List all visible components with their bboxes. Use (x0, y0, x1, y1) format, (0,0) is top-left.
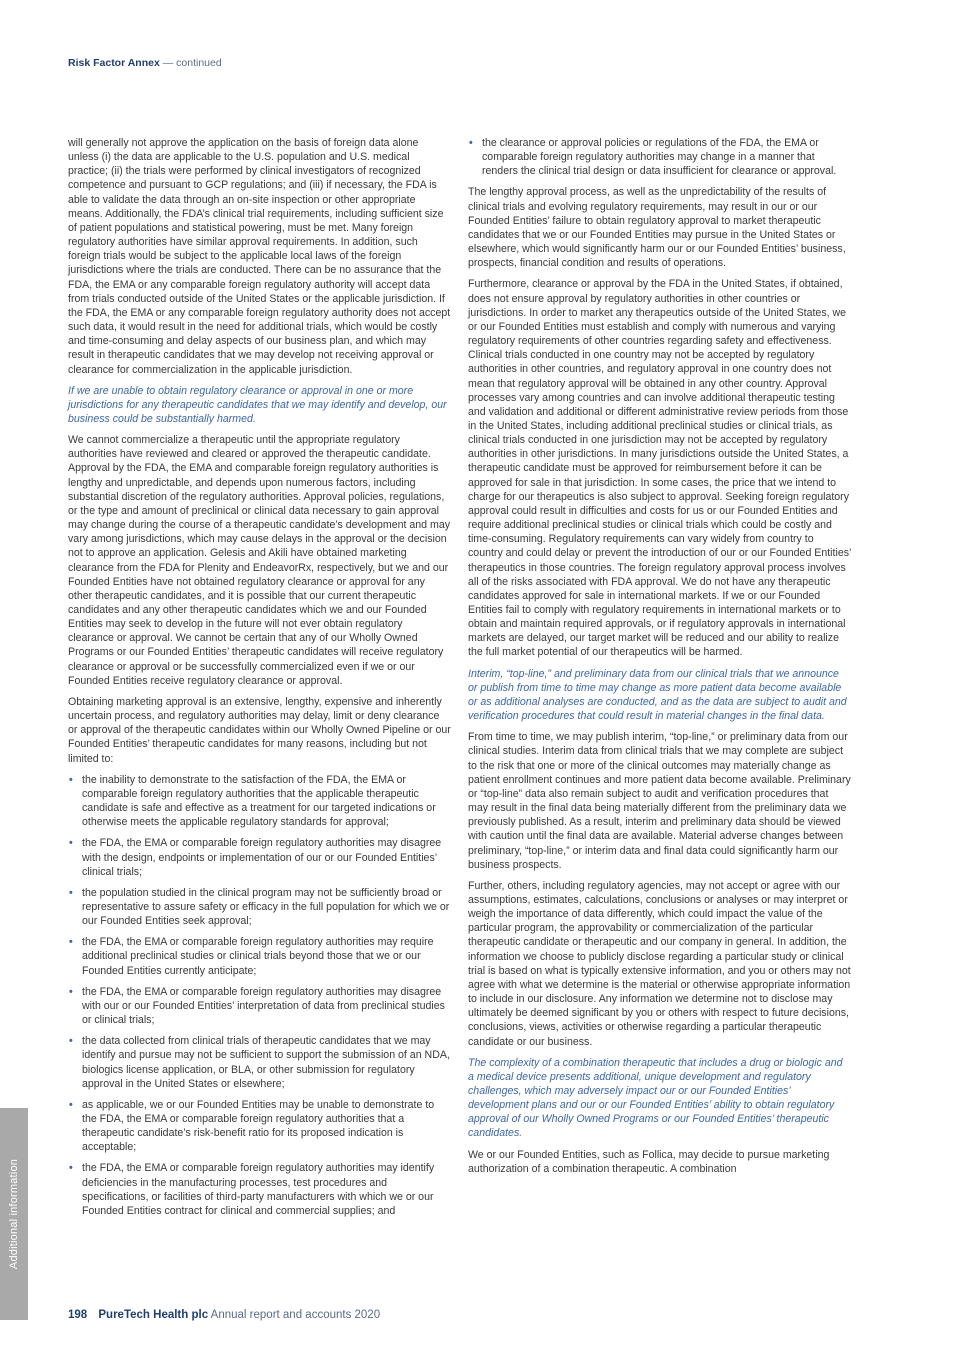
list-item: • the inability to demonstrate to the satisfaction of the FDA, the EMA or comparable foreign regulatory authorities that the applicable therapeutic candidate is safe and effective as a treatment for our targeted indications or otherwise meets the applicable regulatory standards for approval; (68, 773, 451, 830)
company-name: PureTech Health plc (98, 1309, 209, 1321)
side-section-tab (0, 1108, 28, 1320)
list-item: • the FDA, the EMA or comparable foreign regulatory authorities may require additional preclinical studies or clinical trials beyond those that we or our Founded Entities currently anticipate; (68, 935, 451, 977)
paragraph: From time to time, we may publish interim, “top-line,” or preliminary data from our clinical studies. Interim data from clinical trials that we may complete are subject to the risk that one or more of the clinical outcomes may materially change as patient enrollment continues and more patient data become available. Preliminary or “top-line” data also remain subject to audit and verification procedures that may result in the final data being materially different from the preliminary data we previously published. As a result, interim and preliminary data should be viewed with caution until the final data are available. Material adverse changes between preliminary, “top-line,” or interim data and final data could significantly harm our business prospects. (468, 731, 851, 871)
running-header (68, 57, 222, 69)
paragraph: Furthermore, clearance or approval by the FDA in the United States, if obtained, does not ensure approval by regulatory authorities in other countries or jurisdictions. In order to market any therapeutics outside of the United States, we or our Founded Entities must establish and comply with numerous and varying regulatory requirements of other countries regarding safety and effectiveness. Clinical trials conducted in one country may not be accepted by regulatory authorities in other countries, and regulatory approval in one country does not mean that regulatory approval will be obtained in any other country. Approval processes vary among countries and can involve additional therapeutic testing and validation and additional or different administrative review periods from those in the United States, including additional preclinical studies or clinical trials, as clinical trials conducted in one jurisdiction may not be accepted by regulatory authorities in other jurisdictions. In many jurisdictions outside the United States, a therapeutic candidate must be approved for reimbursement before it can be approved for sale in that jurisdiction. In some cases, the price that we intend to charge for our therapeutics is also subject to approval. Seeking foreign regulatory approval could result in difficulties and costs for us or our Founded Entities and require additional preclinical studies or clinical trials which could be costly and time-consuming. Regulatory requirements can vary widely from country to country and could delay or prevent the introduction of our or our Founded Entities’ therapeutics in those countries. The foreign regulatory approval process involves all of the risks associated with FDA approval. We do not have any therapeutic candidates approved for sale in international markets. If we or our Founded Entities fail to comply with regulatory requirements in international markets or to obtain and maintain required approvals, or if regulatory approvals in international markets are delayed, our target market will be reduced and our ability to realize the full market potential of our therapeutics will be harmed. (468, 278, 851, 659)
side-tab-label: Additional information (8, 1158, 20, 1270)
list-item: • as applicable, we or our Founded Entities may be unable to demonstrate to the FDA, the EMA or comparable foreign regulatory authorities that a therapeutic candidate’s risk-benefit ratio for its proposed indication is acceptable; (68, 1098, 451, 1155)
list-item: • the data collected from clinical trials of therapeutic candidates that we may identify and pursue may not be sufficient to support the submission of an NDA, biologics license application, or BLA, or other submission for regulatory approval in the United States or elsewhere; (68, 1034, 451, 1091)
report-title: Annual report and accounts 2020 (210, 1309, 381, 1321)
list-item: • the population studied in the clinical program may not be sufficiently broad or representative to assure safety or efficacy in the full population for which we or our Founded Entities seek approval; (68, 886, 451, 928)
list-item: • the FDA, the EMA or comparable foreign regulatory authorities may disagree with our or our Founded Entities’ interpretation of data from preclinical studies or clinical trials; (68, 985, 451, 1027)
left-column (68, 136, 451, 1225)
paragraph: will generally not approve the application on the basis of foreign data alone unless (i) the data are applicable to the U.S. population and U.S. medical practice; (ii) the trials were performed by clinical investigators of recognized competence and pursuant to GCP regulations; and (iii) if necessary, the FDA is able to validate the data through an on-site inspection or other appropriate means. Additionally, the FDA’s clinical trial requirements, including sufficient size of patient populations and statistical powering, must be met. Many foreign regulatory authorities have similar approval requirements. In addition, such foreign trials would be subject to the applicable local laws of the foreign jurisdictions where the trials are conducted. There can be no assurance that the FDA, the EMA or any comparable foreign regulatory authority will accept data from trials conducted outside of the United States or the applicable jurisdiction. If the FDA, the EMA or any comparable foreign regulatory authority does not accept such data, it would result in the need for additional trials, which would be costly and time-consuming and delay aspects of our business plan, and which may result in therapeutic candidates that we may develop not receiving approval or clearance for commercialization in the applicable jurisdiction. (68, 137, 451, 376)
risk-subheading: Interim, “top-line,” and preliminary data from our clinical trials that we announce or publish from time to time may change as more patient data become available or as additional analyses are conducted, and as the data are subject to audit and verification procedures that could result in material changes in the final data. (468, 667, 847, 723)
risk-subheading: If we are unable to obtain regulatory clearance or approval in one or more jurisdictions for any therapeutic candidates that we may identify and develop, our business could be substantially harmed. (68, 384, 447, 425)
page-number: 198 (68, 1309, 88, 1321)
risk-subheading: The complexity of a combination therapeutic that includes a drug or biologic and a medical device presents additional, unique development and regulatory challenges, which may adversely impact our or our Founded Entities’ development plans and our or our Founded Entities’ ability to obtain regulatory approval of our Wholly Owned Programs or our Founded Entities’ therapeutic candidates. (468, 1056, 843, 1140)
section-title: Risk Factor Annex (68, 57, 160, 69)
bullet-list (68, 773, 451, 1218)
page-footer (68, 1309, 380, 1321)
paragraph: We or our Founded Entities, such as Follica, may decide to pursue marketing authorization of a combination therapeutic. A combination (468, 1148, 830, 1175)
list-item: • the FDA, the EMA or comparable foreign regulatory authorities may identify deficiencies in the manufacturing processes, test procedures and specifications, or facilities of third-party manufacturers with which we or our Founded Entities contract for clinical and commercial supplies; and (68, 1161, 451, 1218)
continued-label: — continued (162, 57, 222, 69)
list-item: • the FDA, the EMA or comparable foreign regulatory authorities may disagree with the design, endpoints or implementation of our or our Founded Entities’ clinical trials; (68, 836, 451, 878)
bullet-list (468, 136, 851, 178)
paragraph: Further, others, including regulatory agencies, may not accept or agree with our assumptions, estimates, calculations, conclusions or analyses or may interpret or weigh the importance of data differently, which could impact the value of the particular program, the approvability or commercialization of the particular therapeutic candidate or therapeutic and our company in general. In addition, the information we choose to publicly disclose regarding a particular study or clinical trial is based on what is typically extensive information, and you or others may not agree with what we determine is the material or otherwise appropriate information to include in our disclosure. Any information we determine not to disclose may ultimately be deemed significant by you or others with respect to future decisions, conclusions, views, activities or otherwise regarding a particular therapeutic candidate or our business. (468, 879, 851, 1048)
list-item: • the clearance or approval policies or regulations of the FDA, the EMA or comparable foreign regulatory authorities may change in a manner that renders the clinical trial design or data insufficient for clearance or approval. (468, 136, 851, 178)
paragraph: We cannot commercialize a therapeutic until the appropriate regulatory authorities have reviewed and cleared or approved the therapeutic candidate. Approval by the FDA, the EMA and comparable foreign regulatory authorities is lengthy and unpredictable, and depends upon numerous factors, including substantial discretion of the regulatory authorities. Approval policies, regulations, or the type and amount of preclinical or clinical data necessary to gain approval may change during the course of a therapeutic candidate’s development and may vary among jurisdictions, which may cause delays in the approval or the decision not to approve an application. Gelesis and Akili have obtained marketing clearance from the FDA for Plenity and EndeavorRx, respectively, but we and our Founded Entities have not obtained regulatory clearance or approval for any other therapeutic candidates, and it is possible that our current therapeutic candidates and any other therapeutic candidates which we and our Founded Entities may seek to develop in the future will not ever obtain regulatory clearance or approval. We cannot be certain that any of our Wholly Owned Programs or our Founded Entities’ therapeutic candidates will receive regulatory clearance or approval or be successfully commercialized even if we or our Founded Entities receive regulatory clearance or approval. (68, 434, 451, 687)
paragraph: Obtaining marketing approval is an extensive, lengthy, expensive and inherently uncertain process, and regulatory authorities may delay, limit or deny clearance or approval of the therapeutic candidates within our Wholly Owned Pipeline or our Founded Entities’ therapeutic candidates for many reasons, including but not limited to: (68, 695, 451, 765)
paragraph: The lengthy approval process, as well as the unpredictability of the results of clinical trials and evolving regulatory requirements, may result in our or our Founded Entities’ failure to obtain regulatory approval to market therapeutic candidates that we or our Founded Entities may pursue in the United States or elsewhere, which would significantly harm our or our Founded Entities’ business, prospects, financial condition and results of operations. (468, 186, 846, 270)
right-column (468, 136, 851, 1183)
